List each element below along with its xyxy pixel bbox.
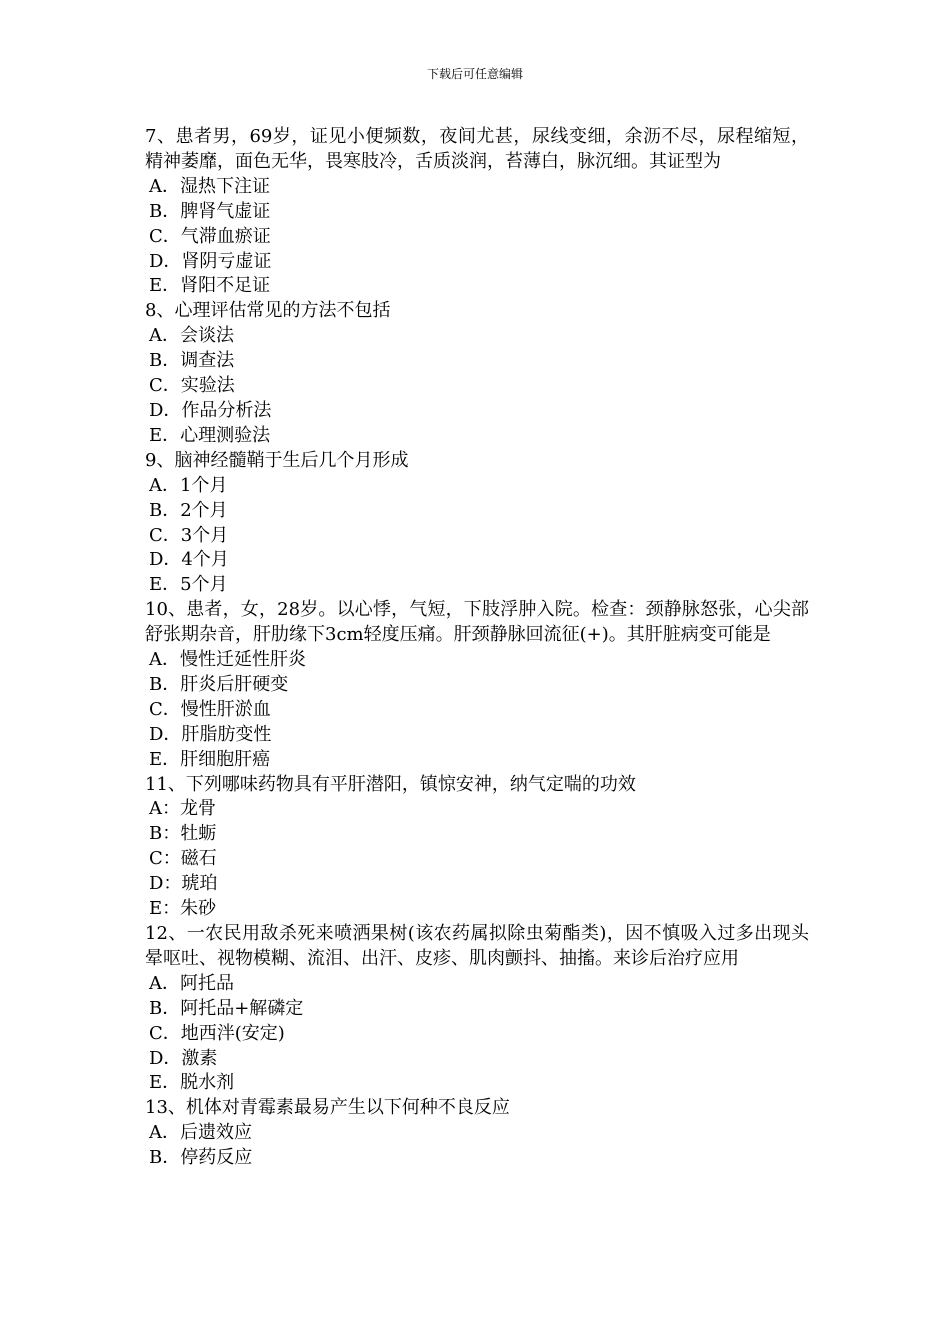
page-header: 下载后可任意编辑 bbox=[426, 67, 523, 81]
option-c: C：磁石 bbox=[149, 848, 217, 870]
option-e: E．肝细胞肝癌 bbox=[149, 748, 271, 770]
option-a: A：龙骨 bbox=[149, 798, 216, 820]
option-d: D．激素 bbox=[149, 1047, 218, 1069]
option-e: E．脱水剂 bbox=[149, 1072, 235, 1094]
question-7 bbox=[145, 125, 809, 299]
option-e: E．心理测验法 bbox=[149, 424, 271, 446]
option-d: D．肾阴亏虚证 bbox=[149, 250, 272, 272]
option-d: D．肝脂肪变性 bbox=[149, 723, 272, 745]
option-e: E．5个月 bbox=[149, 574, 228, 596]
question-12 bbox=[145, 922, 809, 1096]
question-stem: 12、一农民用敌杀死来喷洒果树(该农药属拟除虫菊酯类)，因不慎吸入过多出现头晕呕吐、视物模糊、流泪、出汗、皮疹、肌肉颤抖、抽搐。来诊后治疗应用 bbox=[145, 923, 809, 969]
option-c: C．慢性肝淤血 bbox=[149, 698, 271, 720]
option-b: B．脾肾气虚证 bbox=[149, 200, 271, 222]
option-c: C．气滞血瘀证 bbox=[149, 225, 271, 247]
question-stem: 9、脑神经髓鞘于生后几个月形成 bbox=[145, 449, 409, 471]
option-d: D．4个月 bbox=[149, 549, 229, 571]
option-a: A．慢性迁延性肝炎 bbox=[149, 649, 306, 671]
question-list bbox=[145, 125, 809, 1171]
question-stem: 8、心理评估常见的方法不包括 bbox=[145, 300, 391, 322]
question-13 bbox=[145, 1096, 809, 1171]
question-stem: 10、患者，女，28岁。以心悸，气短，下肢浮肿入院。检查：颈静脉怒张，心尖部舒张期杂音，肝肋缘下3cm轻度压痛。肝颈静脉回流征(+)。其肝脏病变可能是 bbox=[145, 599, 809, 646]
option-b: B．调查法 bbox=[149, 350, 235, 372]
option-b: B：牡蛎 bbox=[149, 823, 217, 845]
option-b: B．停药反应 bbox=[149, 1147, 253, 1169]
option-c: C．实验法 bbox=[149, 375, 235, 397]
question-8 bbox=[145, 299, 809, 448]
question-10 bbox=[145, 598, 809, 772]
option-e: E．肾阳不足证 bbox=[149, 275, 271, 297]
option-a: A．阿托品 bbox=[149, 972, 234, 994]
option-b: B．2个月 bbox=[149, 499, 228, 521]
option-c: C．3个月 bbox=[149, 524, 229, 546]
option-b: B．肝炎后肝硬变 bbox=[149, 673, 289, 695]
question-stem: 11、下列哪味药物具有平肝潜阳，镇惊安神，纳气定喘的功效 bbox=[145, 773, 636, 795]
option-b: B．阿托品+解磷定 bbox=[149, 997, 304, 1019]
option-e: E：朱砂 bbox=[149, 898, 217, 920]
option-d: D：琥珀 bbox=[149, 873, 218, 895]
option-a: A．1个月 bbox=[149, 474, 228, 496]
option-a: A．湿热下注证 bbox=[149, 175, 270, 197]
question-11 bbox=[145, 773, 809, 922]
question-9 bbox=[145, 449, 809, 598]
option-d: D．作品分析法 bbox=[149, 399, 272, 421]
question-stem: 7、患者男，69岁，证见小便频数，夜间尤甚，尿线变细，余沥不尽，尿程缩短，精神萎靡，面色无华，畏寒肢冷，舌质淡润，苔薄白，脉沉细。其证型为 bbox=[145, 126, 809, 172]
option-a: A．会谈法 bbox=[149, 325, 234, 347]
question-stem: 13、机体对青霉素最易产生以下何种不良反应 bbox=[145, 1097, 510, 1119]
option-c: C．地西泮(安定) bbox=[149, 1022, 285, 1044]
option-a: A．后遗效应 bbox=[149, 1122, 252, 1144]
